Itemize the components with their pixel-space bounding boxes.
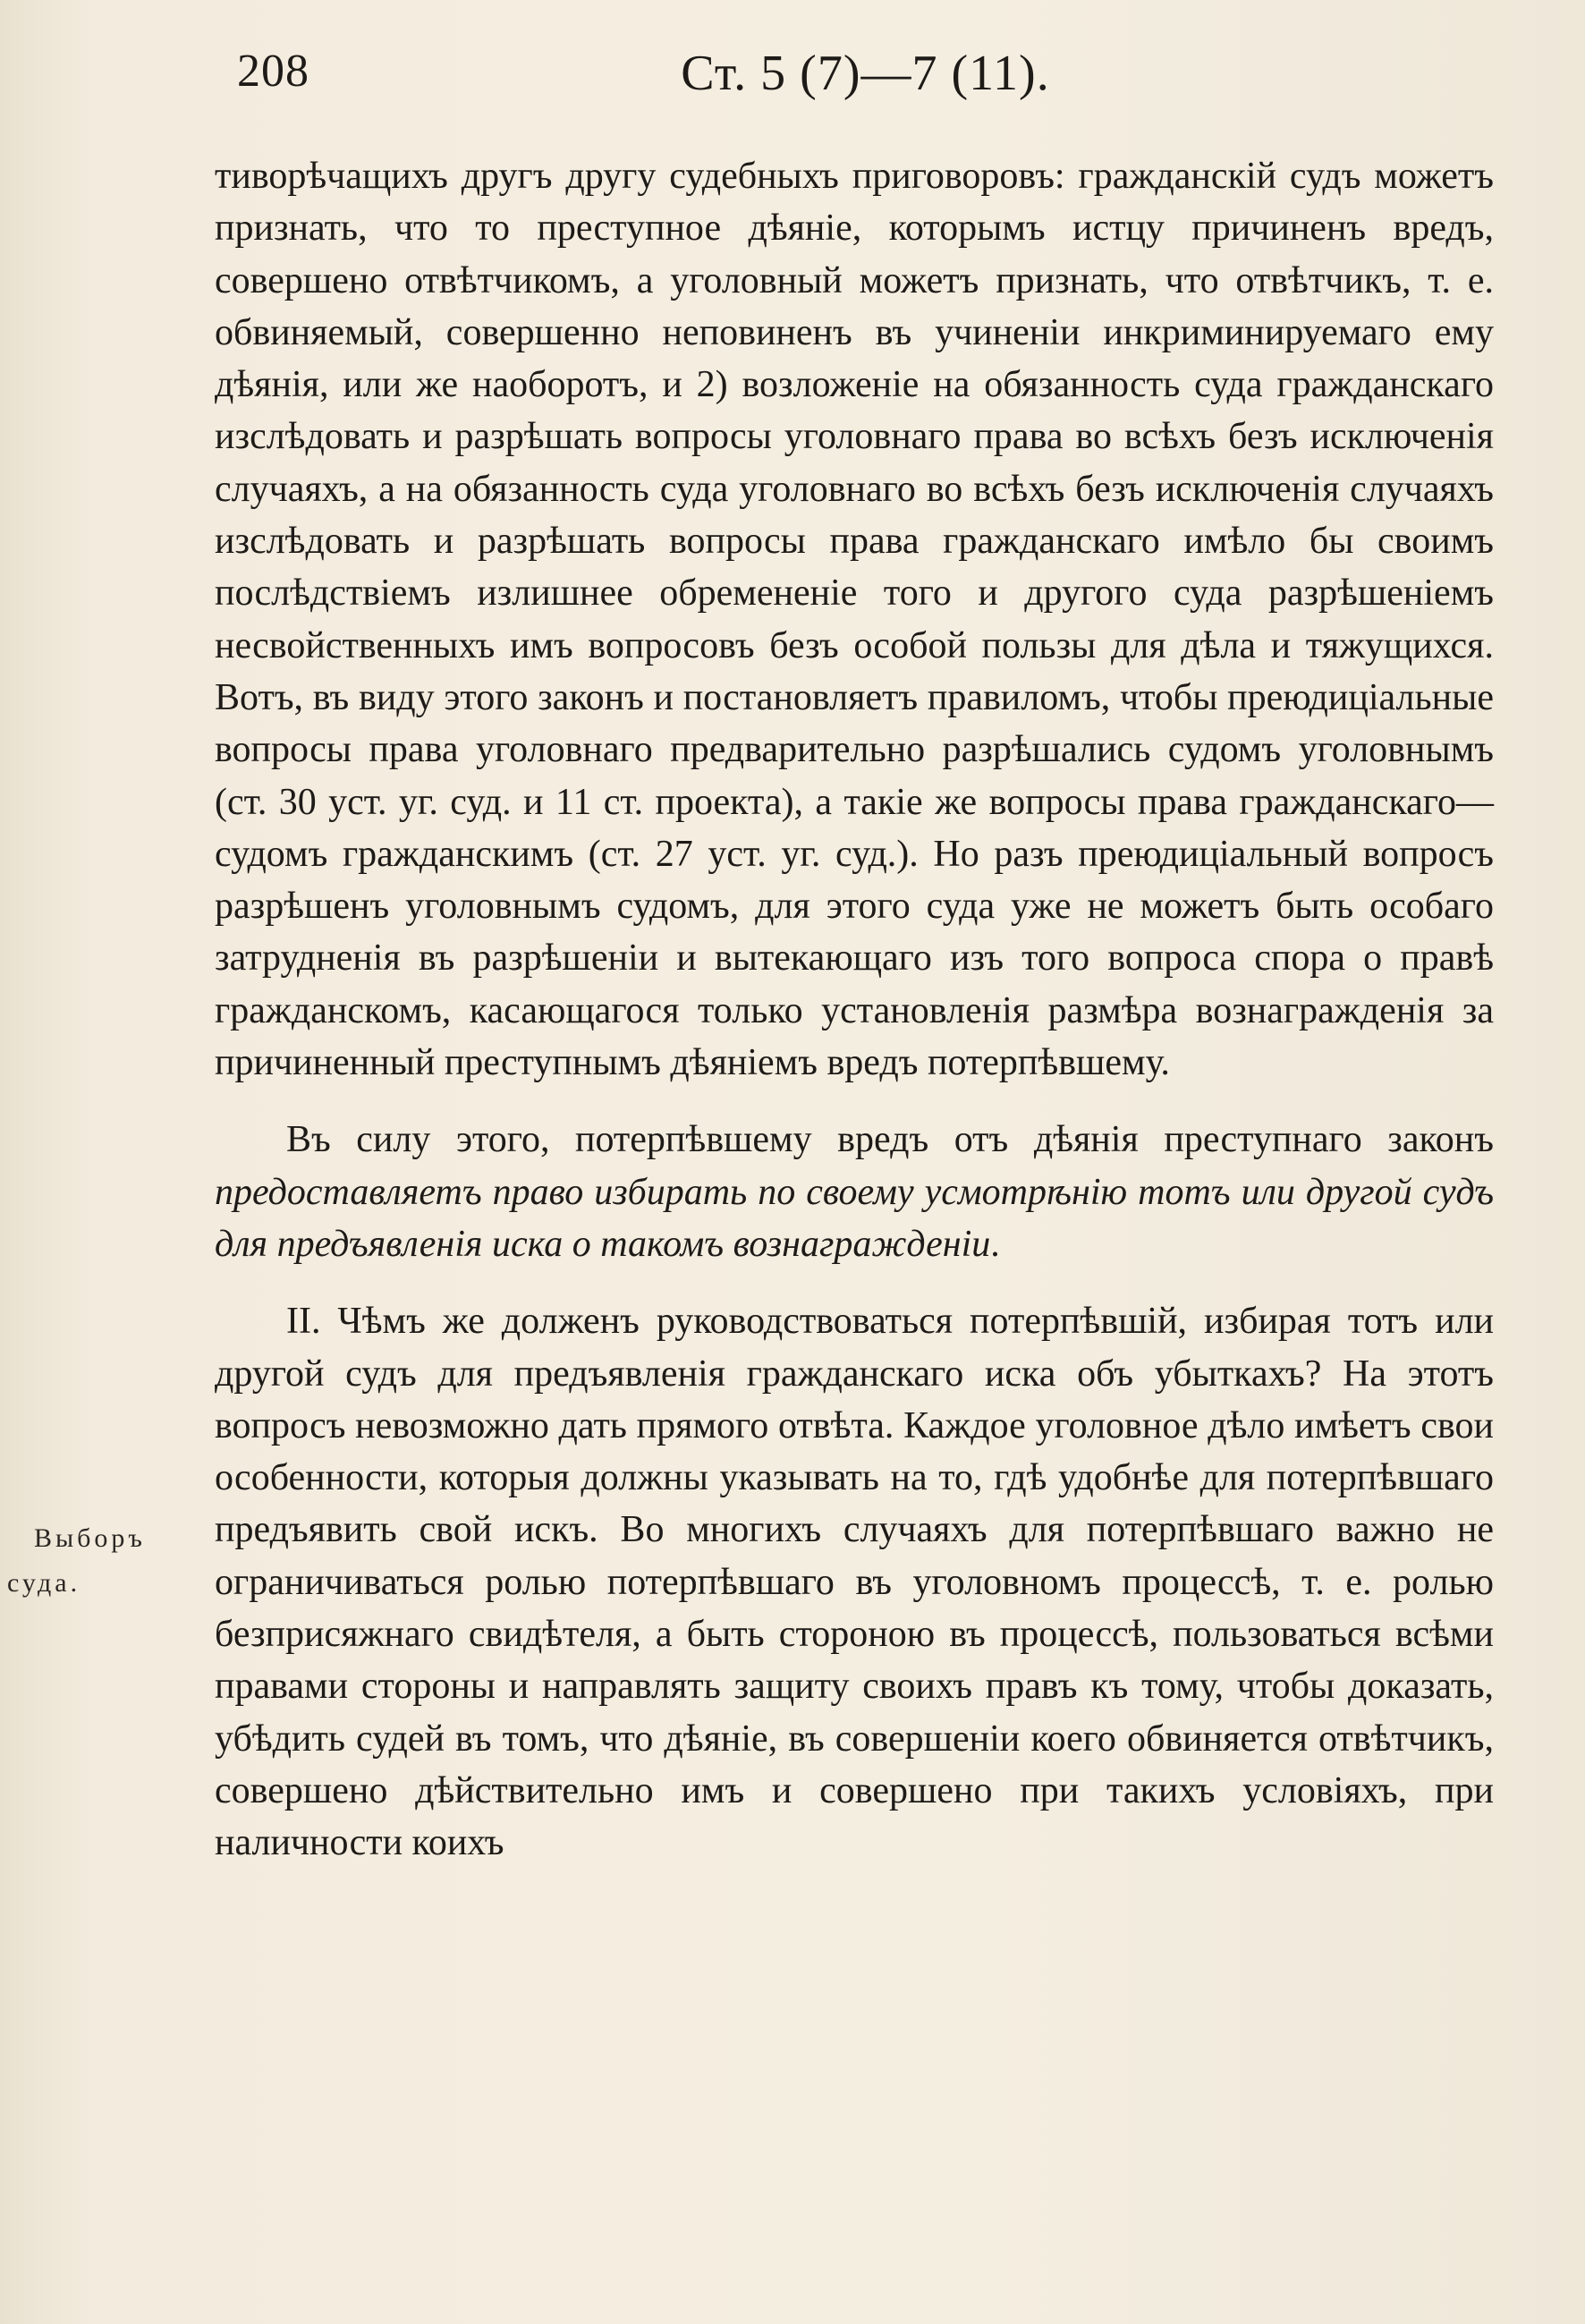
margin-note bbox=[7, 1516, 146, 1606]
running-head: Ст. 5 (7)—7 (11). bbox=[681, 46, 1050, 101]
paragraph-text: Въ силу этого, потерпѣвшему вредъ отъ дѣянія преступнаго законъ bbox=[286, 1119, 1494, 1161]
page-number: 208 bbox=[237, 46, 309, 97]
margin-note-line: Выборъ bbox=[34, 1523, 146, 1553]
paragraph bbox=[215, 1114, 1494, 1270]
body-text bbox=[215, 150, 1494, 1870]
emphasized-text: предоставляетъ право избирать по своему усмотрѣнію тотъ или другой судъ для предъявленія иска о такомъ вознагражденіи bbox=[215, 1171, 1494, 1265]
page-header bbox=[215, 34, 1516, 115]
paragraph-text: . bbox=[990, 1223, 1000, 1265]
margin-note-line: суда. bbox=[7, 1568, 81, 1598]
paragraph-continued: тиворѣчащихъ другъ другу судебныхъ приговоровъ: гражданскій судъ можетъ признать, что то преступное дѣяніе, которымъ истцу причиненъ вредъ, совершено отвѣтчикомъ, а уголовный можетъ признать, что отвѣтчикъ, т. е. обвиняемый, совершенно неповиненъ въ учиненіи инкриминируемаго ему дѣянія, или же наоборотъ, и 2) возложеніе на обязанность суда гражданскаго изслѣдовать и разрѣшать вопросы уголовнаго права во всѣхъ безъ исключенія случаяхъ, а на обязанность суда уголовнаго во всѣхъ безъ исключенія случаяхъ изслѣдовать и разрѣшать вопросы права гражданскаго имѣло бы своимъ послѣдствіемъ излишнее обремененіе того и другого суда разрѣшеніемъ несвойственныхъ имъ вопросовъ безъ особой пользы для дѣла и тяжущихся. Вотъ, въ виду этого законъ и постановляетъ правиломъ, чтобы преюдиціальные вопросы права уголовнаго предварительно разрѣшались судомъ уголовнымъ (ст. 30 уст. уг. суд. и 11 ст. проекта), а такіе же вопросы права гражданскаго—судомъ гражданскимъ (ст. 27 уст. уг. суд.). Но разъ преюдиціальный вопросъ разрѣшенъ уголовнымъ судомъ, для этого суда уже не можетъ быть особаго затрудненія въ разрѣшеніи и вытекающаго изъ того вопроса спора о правѣ гражданскомъ, касающагося только установленія размѣра вознагражденія за причиненный преступнымъ дѣяніемъ вредъ потерпѣвшему. bbox=[215, 156, 1494, 1084]
paragraph: II. Чѣмъ же долженъ руководствоваться потерпѣвшій, избирая тотъ или другой судъ для предъявленія гражданскаго иска объ убыткахъ? На этотъ вопросъ невозможно дать прямого отвѣта. Каждое уголовное дѣло имѣетъ свои особенности, которыя должны указывать на то, гдѣ удобнѣе для потерпѣвшаго предъявить свой искъ. Во многихъ случаяхъ для потерпѣвшаго важно не ограничиваться ролью потерпѣвшаго въ уголовномъ процессѣ, т. е. ролью безприсяжнаго свидѣтеля, а быть стороною въ процессѣ, пользоваться всѣми правами стороны и направлять защиту своихъ правъ къ тому, чтобы доказать, убѣдить судей въ томъ, что дѣяніе, въ совершеніи коего обвиняется отвѣтчикъ, совершено дѣйствительно имъ и совершено при такихъ условіяхъ, при наличности коихъ bbox=[215, 1301, 1494, 1864]
